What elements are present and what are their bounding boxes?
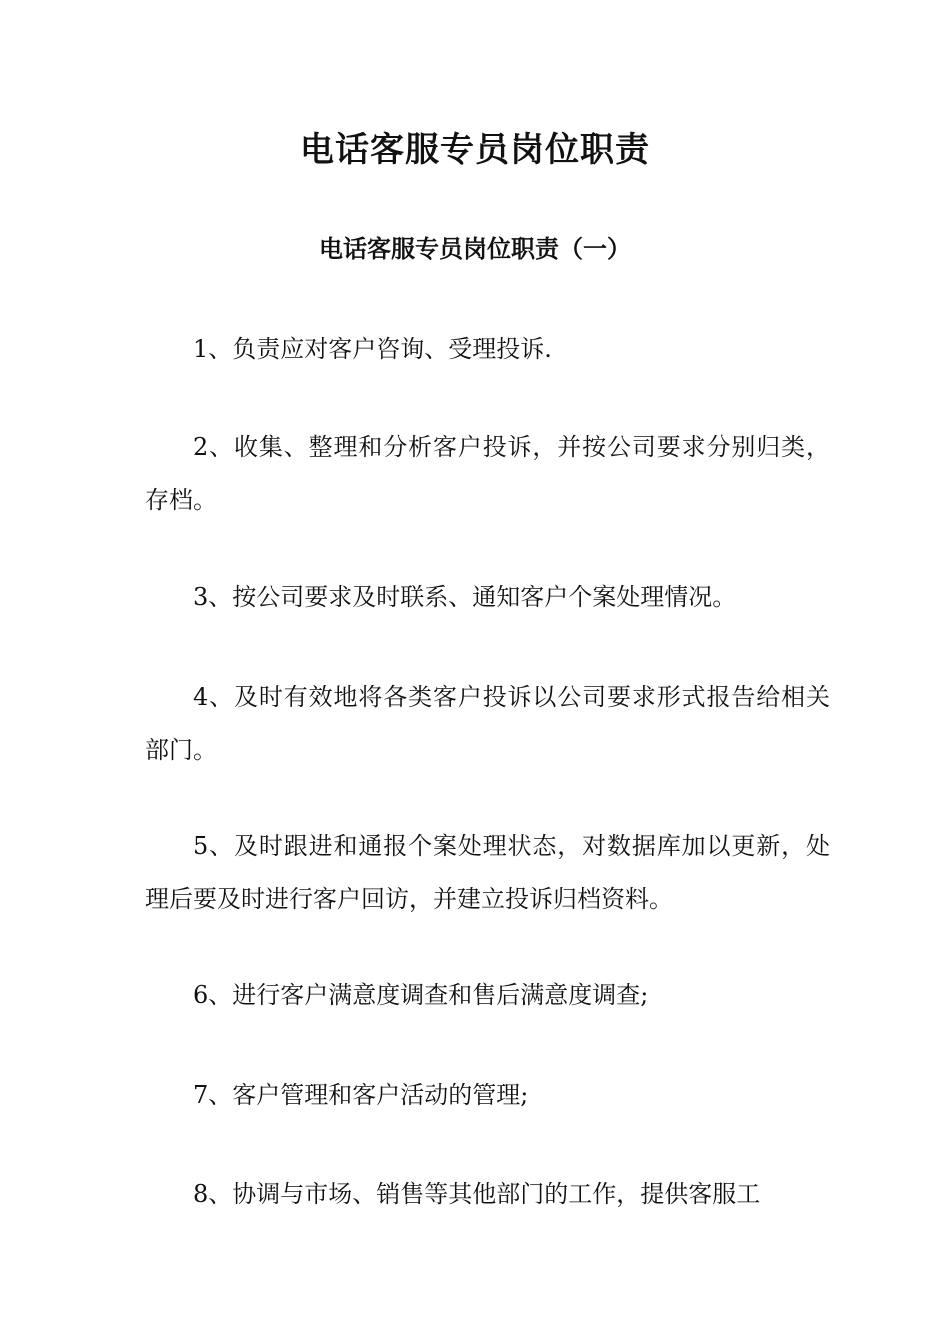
duty-item-5: 5、及时跟进和通报个案处理状态，对数据库加以更新，处理后要及时进行客户回访，并建立投诉归档资料。 [145,832,830,913]
duty-item-3: 3、按公司要求及时联系、通知客户个案处理情况。 [193,583,737,611]
page-title: 电话客服专员岗位职责 [300,130,650,170]
duty-item-1: 1、负责应对客户咨询、受理投诉. [193,335,552,363]
duty-item-6: 6、进行客户满意度调查和售后满意度调查; [193,981,649,1009]
duty-item-8: 8、协调与市场、销售等其他部门的工作，提供客服工 [193,1180,761,1208]
duty-item-7: 7、客户管理和客户活动的管理; [193,1081,529,1109]
section-heading: 电话客服专员岗位职责（一） [319,234,631,263]
duty-item-4: 4、及时有效地将各类客户投诉以公司要求形式报告给相关部门。 [145,683,830,764]
duty-item-2: 2、收集、整理和分析客户投诉，并按公司要求分别归类，存档。 [145,433,830,514]
